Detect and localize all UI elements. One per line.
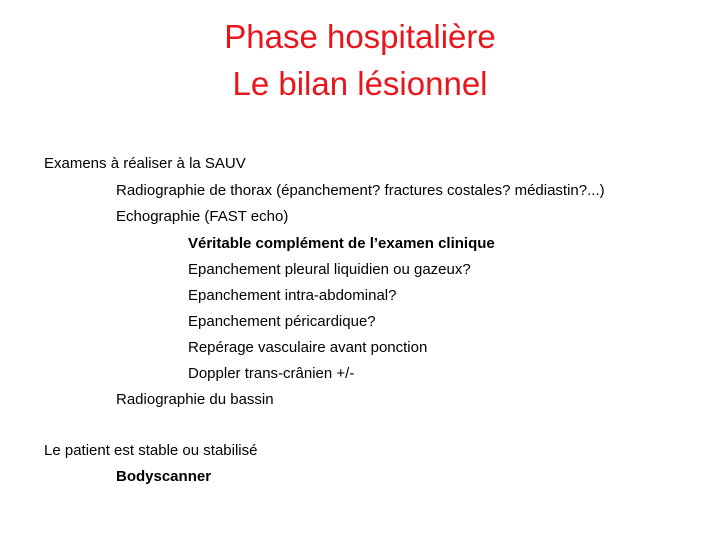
- echo-label: Echographie (FAST echo): [116, 208, 289, 225]
- radio-thorax-details: (épanchement? fractures costales? médiastin?...): [271, 182, 605, 199]
- echo-item: Epanchement pleural liquidien ou gazeux?: [188, 261, 471, 278]
- echo-item: Epanchement intra-abdominal?: [188, 287, 397, 304]
- echo-item: Repérage vasculaire avant ponction: [188, 339, 428, 356]
- echo-item: Doppler trans-crânien +/-: [188, 365, 355, 382]
- radio-bassin: Radiographie du bassin: [116, 391, 274, 408]
- radio-thorax-line: [116, 182, 605, 200]
- slide-title-line-2: Le bilan lésionnel: [232, 65, 488, 102]
- bodyscanner: Bodyscanner: [116, 468, 212, 485]
- echo-item: Véritable complément de l’examen clinique: [188, 235, 495, 252]
- radio-thorax-label: Radiographie de thorax: [116, 182, 272, 199]
- exams-heading: Examens à réaliser à la SAUV: [44, 155, 246, 172]
- slide-title-line-1: Phase hospitalière: [224, 18, 496, 55]
- echo-item: Epanchement péricardique?: [188, 313, 376, 330]
- stable-line: Le patient est stable ou stabilisé: [44, 442, 258, 459]
